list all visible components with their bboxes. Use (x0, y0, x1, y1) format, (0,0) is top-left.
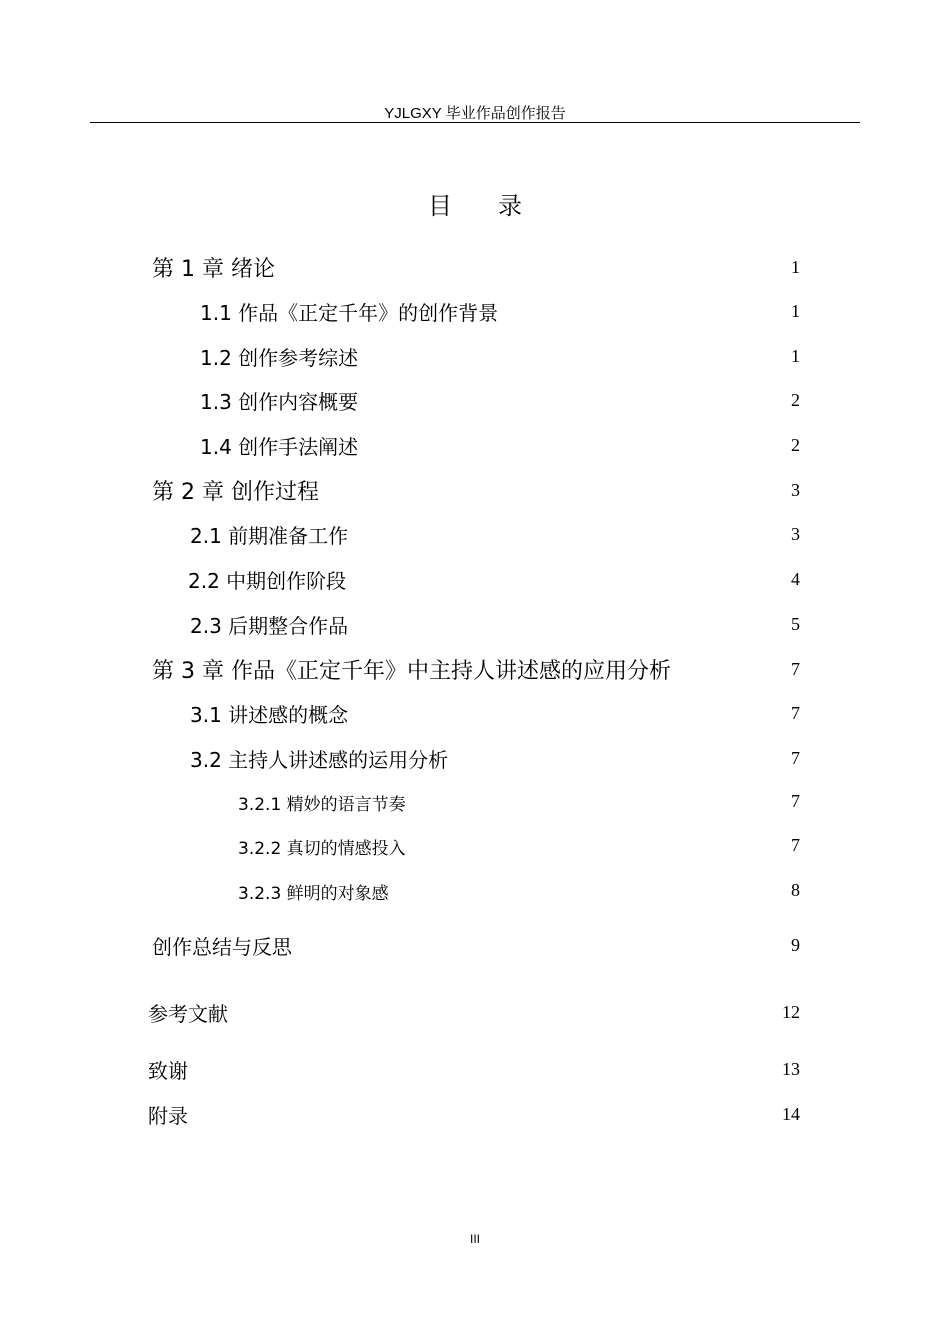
toc-entry-label[interactable]: 参考文献 (148, 1002, 228, 1026)
toc-entry-label[interactable]: 致谢 (148, 1059, 188, 1083)
toc-entry-page: 8 (791, 880, 800, 900)
toc-entry-page: 7 (791, 791, 800, 811)
toc-entry-page: 7 (791, 659, 800, 679)
toc-entry-page: 7 (791, 703, 800, 723)
page-number: III (469, 1232, 480, 1246)
toc-entry-label[interactable]: 1.2 创作参考综述 (200, 346, 359, 370)
toc-entry-label[interactable]: 2.1 前期准备工作 (190, 524, 349, 548)
toc-entry-label[interactable]: 3.2 主持人讲述感的运用分析 (190, 748, 449, 772)
toc-entry-label[interactable]: 3.2.3 鲜明的对象感 (238, 884, 389, 904)
page-header: YJLGXY 毕业作品创作报告 (384, 105, 566, 122)
toc-entry-page: 1 (791, 257, 800, 277)
toc-entry-page: 7 (791, 835, 800, 855)
toc-entry-label[interactable]: 1.1 作品《正定千年》的创作背景 (200, 301, 499, 325)
toc-entry-page: 14 (782, 1104, 800, 1124)
toc-entry-page: 1 (791, 346, 800, 366)
toc-entry-page: 2 (791, 435, 800, 455)
toc-entry-label[interactable]: 2.2 中期创作阶段 (188, 569, 347, 593)
toc-entry-label[interactable]: 第 1 章 绪论 (152, 257, 275, 282)
toc-entry-label[interactable]: 2.3 后期整合作品 (190, 614, 349, 638)
toc-entry-page: 5 (791, 614, 800, 634)
toc-entry-page: 13 (782, 1059, 800, 1079)
toc-entry-label[interactable]: 第 2 章 创作过程 (152, 480, 319, 505)
toc-entry-page: 1 (791, 301, 800, 321)
toc-entry-page: 9 (791, 935, 800, 955)
toc-entry-page: 3 (791, 480, 800, 500)
toc-entry-page: 4 (791, 569, 800, 589)
toc-entry-label[interactable]: 1.3 创作内容概要 (200, 390, 359, 414)
toc-entry-label[interactable]: 3.1 讲述感的概念 (190, 703, 349, 727)
header-rule (90, 122, 860, 123)
toc-entry-label[interactable]: 3.2.2 真切的情感投入 (238, 839, 406, 859)
toc-entry-page: 12 (782, 1002, 800, 1022)
toc-title: 目录 (428, 192, 568, 220)
toc-entry-label[interactable]: 1.4 创作手法阐述 (200, 435, 359, 459)
toc-entry-page: 2 (791, 390, 800, 410)
toc-entry-label[interactable]: 附录 (148, 1104, 188, 1128)
toc-entry-page: 7 (791, 748, 800, 768)
toc-entry-label[interactable]: 第 3 章 作品《正定千年》中主持人讲述感的应用分析 (152, 659, 671, 684)
toc-entry-label[interactable]: 创作总结与反思 (152, 935, 292, 959)
toc-entry-page: 3 (791, 524, 800, 544)
toc-entry-label[interactable]: 3.2.1 精妙的语言节奏 (238, 795, 406, 815)
